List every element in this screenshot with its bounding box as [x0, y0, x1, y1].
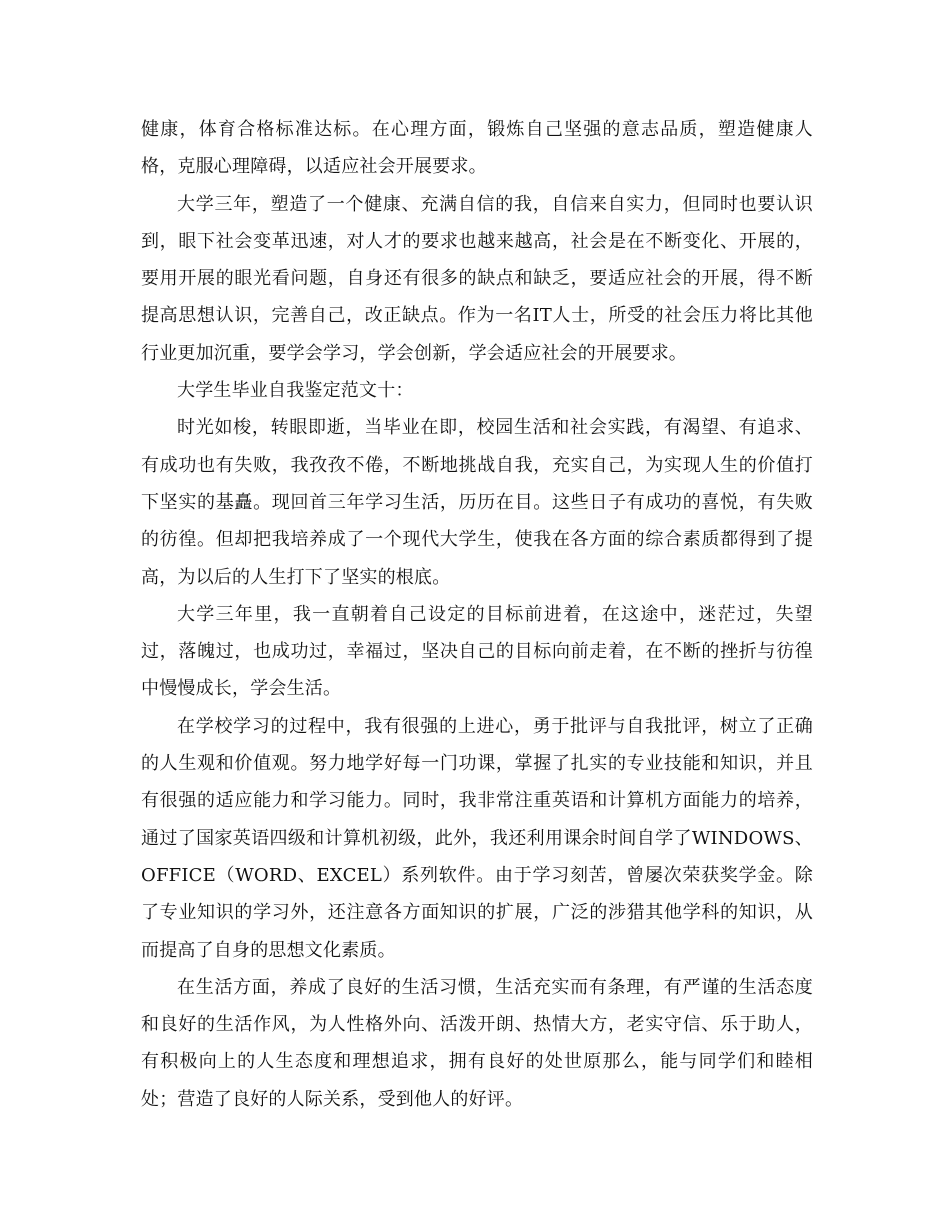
paragraph-5: 大学三年里，我一直朝着自己设定的目标前进着，在这途中，迷茫过，失望过，落魄过，也成功过，幸福过，坚决自己的目标向前走着，在不断的挫折与彷徨中慢慢成长，学会生活。: [141, 603, 813, 700]
section-heading: 大学生毕业自我鉴定范文十：: [177, 380, 414, 402]
paragraph-4: 时光如梭，转眼即逝，当毕业在即，校园生活和社会实践，有渴望、有追求、有成功也有失败，我孜孜不倦，不断地挑战自我，充实自己，为实现人生的价值打下坚实的基矗。现回首三年学习生活，历历在目。这些日子有成功的喜悦，有失败的彷徨。但却把我培养成了一个现代大学生，使我在各方面的综合素质都得到了提高，为以后的人生打下了坚实的根底。: [141, 417, 813, 588]
paragraph-2: 大学三年，塑造了一个健康、充满自信的我，自信来自实力，但同时也要认识到，眼下社会变革迅速，对人才的要求也越来越高，社会是在不断变化、开展的，要用开展的眼光看问题，自身还有很多的缺点和缺乏，要适应社会的开展，得不断提高思想认识，完善自己，改正缺点。作为一名IT人士，所受的社会压力将比其他行业更加沉重，要学会学习，学会创新，学会适应社会的开展要求。: [141, 193, 813, 364]
document-body: [141, 111, 813, 1118]
paragraph-7: 在生活方面，养成了良好的生活习惯，生活充实而有条理，有严谨的生活态度和良好的生活作风，为人性格外向、活泼开朗、热情大方，老实守信、乐于助人，有积极向上的人生态度和理想追求，拥有良好的处世原那么，能与同学们和睦相处；营造了良好的人际关系，受到他人的好评。: [141, 976, 813, 1110]
paragraph-1: 健康，体育合格标准达标。在心理方面，锻炼自己坚强的意志品质，塑造健康人格，克服心理障碍，以适应社会开展要求。: [141, 119, 813, 178]
paragraph-6: 在学校学习的过程中，我有很强的上进心，勇于批评与自我批评，树立了正确的人生观和价值观。努力地学好每一门功课，掌握了扎实的专业技能和知识，并且有很强的适应能力和学习能力。同时，我非常注重英语和计算机方面能力的培养，通过了国家英语四级和计算机初级，此外，我还利用课余时间自学了WINDOWS、OFFICE（WORD、EXCEL）系列软件。由于学习刻苦，曾屡次荣获奖学金。除了专业知识的学习外，还注意各方面知识的扩展，广泛的涉猎其他学科的知识，从而提高了自身的思想文化素质。: [141, 715, 813, 961]
